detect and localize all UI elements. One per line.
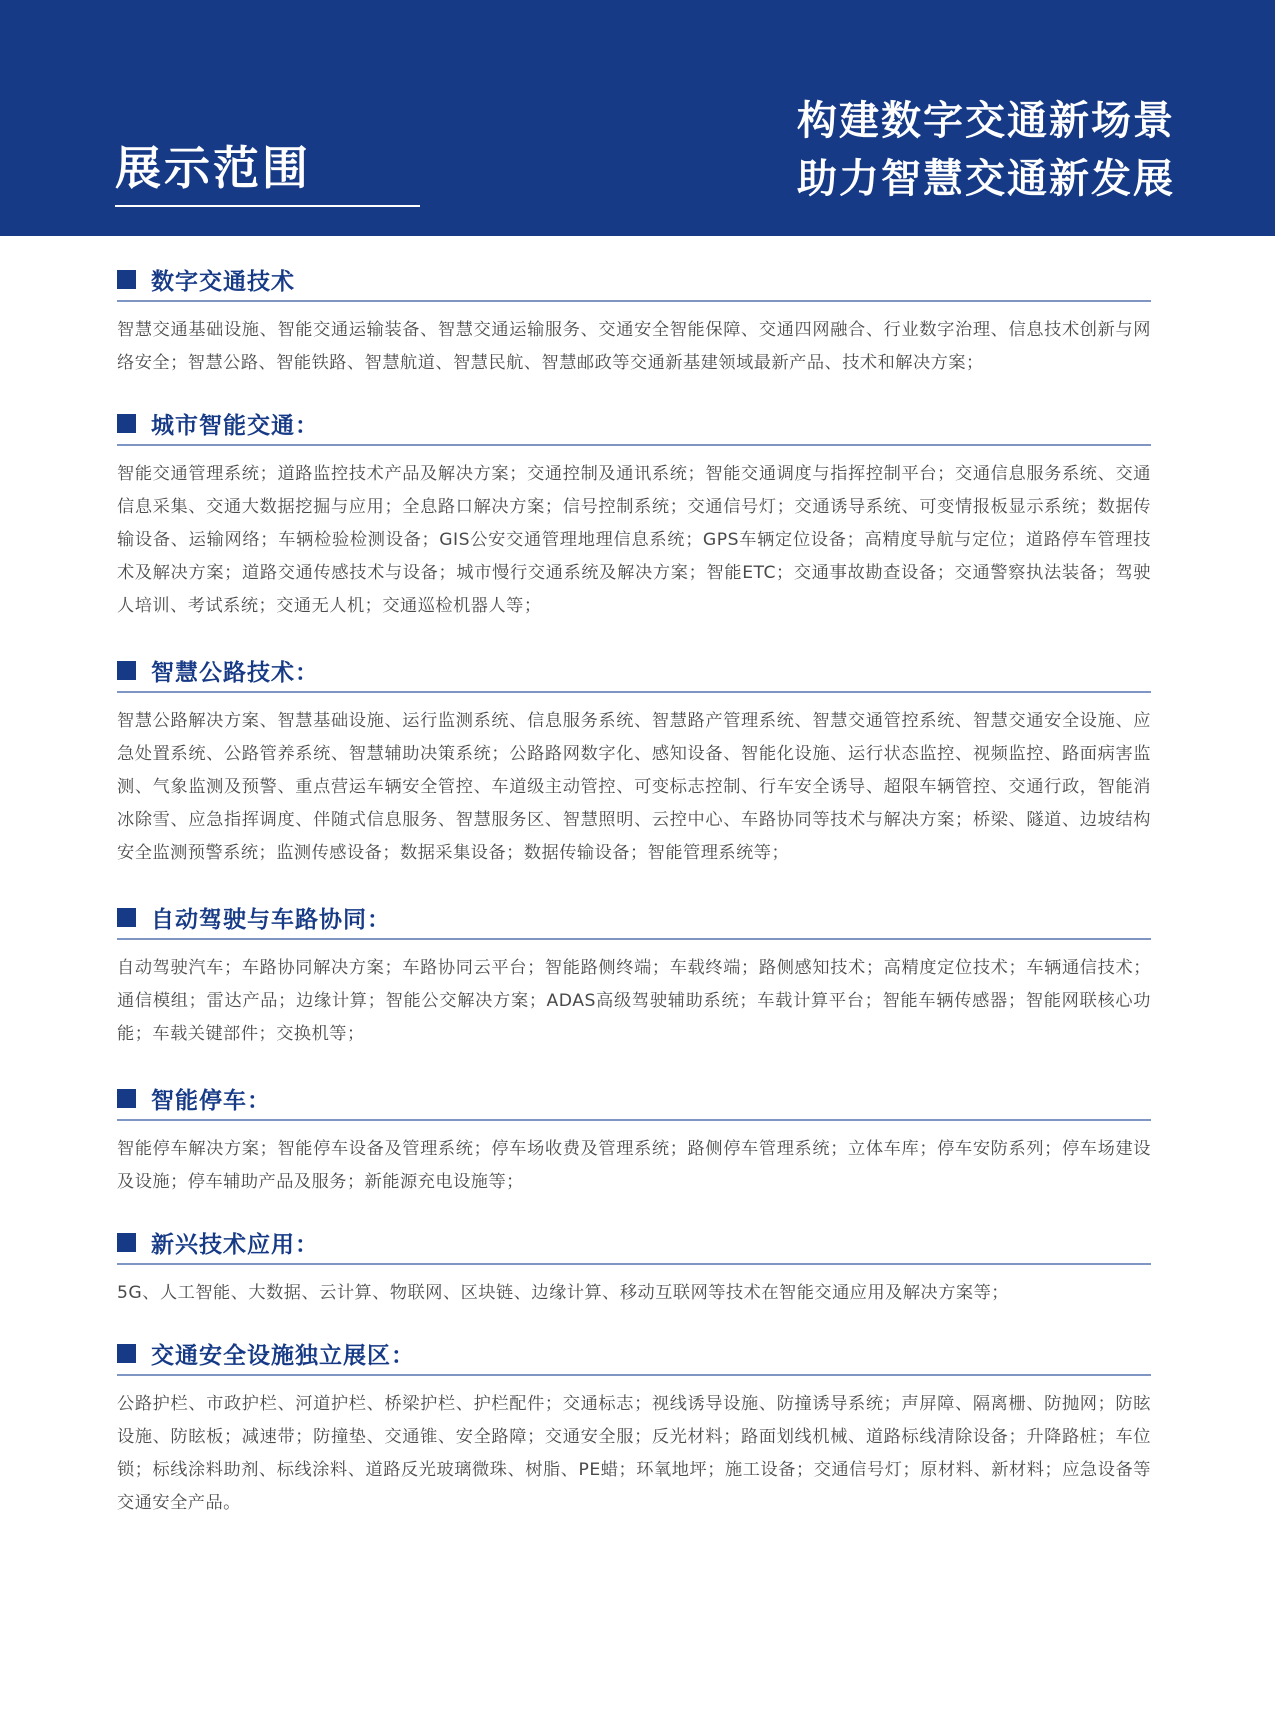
square-bullet-icon [117, 908, 136, 927]
square-bullet-icon [117, 414, 136, 433]
section-body: 智能交通管理系统；道路监控技术产品及解决方案；交通控制及通讯系统；智能交通调度与指挥控制平台；交通信息服务系统、交通信息采集、交通大数据挖掘与应用；全息路口解决方案；信号控制系统；交通信号灯；交通诱导系统、可变情报板显示系统；数据传输设备、运输网络；车辆检验检测设备；GIS公安交通管理地理信息系统；GPS车辆定位设备；高精度导航与定位；道路停车管理技术及解决方案；道路交通传感技术与设备；城市慢行交通系统及解决方案；智能ETC；交通事故勘查设备；交通警察执法装备；驾驶人培训、考试系统；交通无人机；交通巡检机器人等； [117, 464, 1151, 616]
section-header [117, 896, 1151, 940]
section-smart-highway [117, 649, 1151, 870]
section-body: 智慧公路解决方案、智慧基础设施、运行监测系统、信息服务系统、智慧路产管理系统、智慧交通管控系统、智慧交通安全设施、应急处置系统、公路管养系统、智慧辅助决策系统；公路路网数字化、感知设备、智能化设施、运行状态监控、视频监控、路面病害监测、气象监测及预警、重点营运车辆安全管控、车道级主动管控、可变标志控制、行车安全诱导、超限车辆管控、交通行政，智能消冰除雪、应急指挥调度、伴随式信息服务、智慧服务区、智慧照明、云控中心、车路协同等技术与解决方案；桥梁、隧道、边坡结构安全监测预警系统；监测传感设备；数据采集设备；数据传输设备；智能管理系统等； [117, 711, 1151, 863]
section-body: 公路护栏、市政护栏、河道护栏、桥梁护栏、护栏配件；交通标志；视线诱导设施、防撞诱导系统；声屏障、隔离栅、防抛网；防眩设施、防眩板；减速带；防撞垫、交通锥、安全路障；交通安全服；反光材料；路面划线机械、道路标线清除设备；升降路桩；车位锁；标线涂料助剂、标线涂料、道路反光玻璃微珠、树脂、PE蜡；环氧地坪；施工设备；交通信号灯；原材料、新材料；应急设备等交通安全产品。 [117, 1394, 1151, 1513]
section-smart-parking [117, 1077, 1151, 1199]
section-emerging-tech [117, 1221, 1151, 1310]
square-bullet-icon [117, 270, 136, 289]
section-title: 自动驾驶与车路协同： [151, 906, 391, 933]
section-safety-facilities [117, 1332, 1151, 1520]
section-title: 数字交通技术 [151, 268, 295, 295]
section-header [117, 1332, 1151, 1376]
section-header [117, 649, 1151, 693]
section-header [117, 258, 1151, 302]
section-body: 5G、人工智能、大数据、云计算、物联网、区块链、边缘计算、移动互联网等技术在智能交通应用及解决方案等； [117, 1283, 1009, 1303]
square-bullet-icon [117, 1233, 136, 1252]
section-body: 智慧交通基础设施、智能交通运输装备、智慧交通运输服务、交通安全智能保障、交通四网融合、行业数字治理、信息技术创新与网络安全；智慧公路、智能铁路、智慧航道、智慧民航、智慧邮政等交通新基建领域最新产品、技术和解决方案； [117, 320, 1151, 373]
section-header [117, 1077, 1151, 1121]
slogan [797, 92, 1175, 208]
section-header [117, 402, 1151, 446]
square-bullet-icon [117, 661, 136, 680]
header-banner [0, 0, 1275, 236]
section-title: 智慧公路技术： [151, 659, 319, 686]
section-autonomous-v2x [117, 896, 1151, 1051]
section-title: 新兴技术应用： [151, 1231, 319, 1258]
section-header [117, 1221, 1151, 1265]
section-title: 城市智能交通： [151, 412, 319, 439]
slogan-line-2: 助力智慧交通新发展 [797, 156, 1175, 202]
square-bullet-icon [117, 1344, 136, 1363]
section-digital-transport [117, 258, 1151, 380]
title-underline [115, 205, 420, 207]
section-urban-its [117, 402, 1151, 623]
content [117, 258, 1151, 1550]
section-title: 智能停车： [151, 1087, 271, 1114]
square-bullet-icon [117, 1089, 136, 1108]
page-title: 展示范围 [115, 141, 311, 195]
section-body: 自动驾驶汽车；车路协同解决方案；车路协同云平台；智能路侧终端；车载终端；路侧感知技术；高精度定位技术；车辆通信技术；通信模组；雷达产品；边缘计算；智能公交解决方案；ADAS高级驾驶辅助系统；车载计算平台；智能车辆传感器；智能网联核心功能；车载关键部件；交换机等； [117, 958, 1151, 1044]
slogan-line-1: 构建数字交通新场景 [797, 98, 1175, 144]
section-body: 智能停车解决方案；智能停车设备及管理系统；停车场收费及管理系统；路侧停车管理系统；立体车库；停车安防系列；停车场建设及设施；停车辅助产品及服务；新能源充电设施等； [117, 1139, 1151, 1192]
section-title: 交通安全设施独立展区： [151, 1342, 415, 1369]
